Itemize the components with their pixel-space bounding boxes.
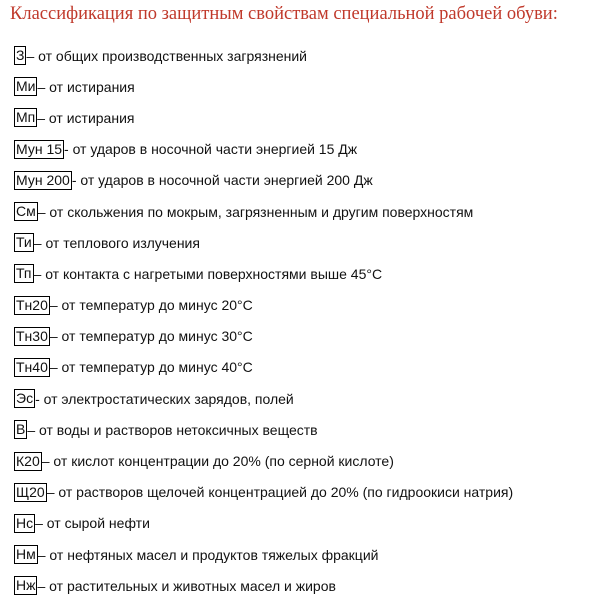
list-item bbox=[14, 71, 513, 102]
list-item bbox=[14, 40, 513, 71]
classification-description: – от общих производственных загрязнений bbox=[26, 47, 308, 64]
list-item bbox=[14, 414, 513, 445]
list-item bbox=[14, 539, 513, 570]
classification-code: К20 bbox=[16, 452, 40, 469]
classification-code: Тп bbox=[16, 265, 32, 282]
list-item bbox=[14, 383, 513, 414]
list-item bbox=[14, 227, 513, 258]
list-item bbox=[14, 165, 513, 196]
classification-description: – от сырой нефти bbox=[35, 515, 150, 532]
classification-description: – от температур до минус 40°С bbox=[49, 359, 253, 376]
list-item bbox=[14, 570, 513, 601]
list-item bbox=[14, 134, 513, 165]
classification-code: Эс bbox=[16, 390, 34, 407]
classification-description: – от скольжения по мокрым, загрязненным и другим поверхностям bbox=[37, 203, 474, 220]
classification-description: – от контакта с нагретыми поверхностями выше 45°С bbox=[33, 265, 383, 282]
classification-description: – от нефтяных масел и продуктов тяжелых фракций bbox=[37, 546, 379, 563]
classification-description: - от электростатических зарядов, полей bbox=[35, 390, 294, 407]
classification-description: - от ударов в носочной части энергией 200 Дж bbox=[71, 172, 373, 189]
classification-code: Тн40 bbox=[16, 358, 48, 375]
classification-list bbox=[14, 40, 513, 601]
list-item bbox=[14, 477, 513, 508]
classification-description: – от температур до минус 20°С bbox=[49, 297, 253, 314]
classification-code: Мун 15 bbox=[16, 140, 63, 157]
classification-code: З bbox=[16, 47, 25, 64]
classification-description: – от теплового излучения bbox=[33, 234, 200, 251]
list-item bbox=[14, 290, 513, 321]
classification-description: – от температур до минус 30°С bbox=[49, 328, 253, 345]
classification-code: Ми bbox=[16, 78, 36, 95]
classification-description: – от растворов щелочей концентрацией до 20% (по гидроокиси натрия) bbox=[46, 484, 514, 501]
classification-code: Мп bbox=[16, 109, 36, 126]
classification-code: Мун 200 bbox=[16, 171, 70, 188]
classification-code: Нс bbox=[16, 514, 34, 531]
list-item bbox=[14, 102, 513, 133]
classification-description: – от растительных и животных масел и жиров bbox=[37, 577, 336, 594]
list-item bbox=[14, 321, 513, 352]
list-item bbox=[14, 508, 513, 539]
classification-description: – от истирания bbox=[37, 78, 135, 95]
list-item bbox=[14, 196, 513, 227]
classification-code: В bbox=[16, 421, 26, 438]
list-item bbox=[14, 352, 513, 383]
classification-description: – от воды и растворов нетоксичных веществ bbox=[27, 421, 318, 438]
classification-code: Нж bbox=[16, 577, 36, 594]
list-item bbox=[14, 445, 513, 476]
classification-code: См bbox=[16, 203, 36, 220]
classification-code: Тн20 bbox=[16, 296, 48, 313]
page-title: Классификация по защитным свойствам специальной рабочей обуви: bbox=[10, 4, 558, 24]
classification-description: - от ударов в носочной части энергией 15 Дж bbox=[64, 141, 358, 158]
classification-code: Ти bbox=[16, 234, 32, 251]
classification-description: – от кислот концентрации до 20% (по серной кислоте) bbox=[41, 453, 394, 470]
list-item bbox=[14, 258, 513, 289]
classification-code: Щ20 bbox=[16, 483, 45, 500]
classification-code: Нм bbox=[16, 546, 36, 563]
classification-description: – от истирания bbox=[37, 109, 135, 126]
classification-code: Тн30 bbox=[16, 327, 48, 344]
